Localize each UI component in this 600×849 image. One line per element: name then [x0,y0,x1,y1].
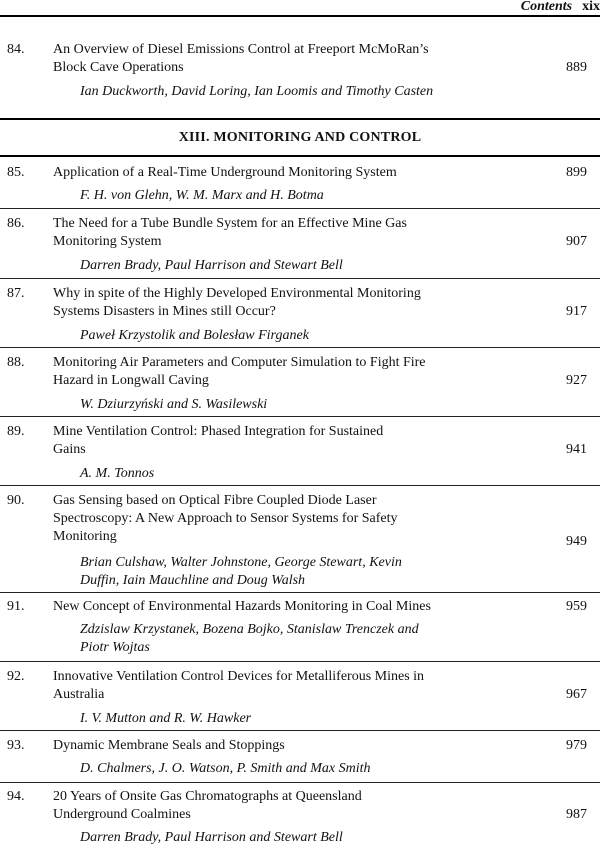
section-rule-bottom [0,155,600,157]
entry-authors [80,554,532,590]
entry-author-line: A. M. Tonnos [80,466,155,481]
entry-page: 907 [566,234,587,249]
entry-separator [0,592,600,593]
entry-title-line: Gains [53,442,86,457]
entry-author-line: Piotr Wojtas [80,640,150,655]
entry-number: 89. [7,424,25,439]
entry-authors [80,621,532,657]
entry-title [53,492,535,546]
entry-title-line: Spectroscopy: A New Approach to Sensor Systems for Safety [53,511,398,526]
entry-author-line: F. H. von Glehn, W. M. Marx and H. Botma [80,188,324,203]
entry-author-line: D. Chalmers, J. O. Watson, P. Smith and Max Smith [80,761,371,776]
entry-separator [0,416,600,417]
entry-title [53,788,535,824]
entry-separator [0,208,600,209]
entry-title-line: Innovative Ventilation Control Devices for Metalliferous Mines in [53,669,425,684]
entry-title-line: An Overview of Diesel Emissions Control at Freeport McMoRan’s [53,42,429,57]
entry-page: 967 [566,687,587,702]
entry-page: 987 [566,807,587,822]
entry-page: 917 [566,304,587,319]
entry-authors [80,760,532,778]
entry-author-line: I. V. Mutton and R. W. Hawker [80,711,252,726]
entry-page: 959 [566,599,587,614]
entry-page: 927 [566,373,587,388]
entry-separator [0,661,600,662]
entry-author-line: Duffin, Iain Mauchline and Doug Walsh [80,573,306,588]
entry-author-line: Ian Duckworth, David Loring, Ian Loomis and Timothy Casten [80,84,434,99]
entry-page: 979 [566,738,587,753]
entry-number: 88. [7,355,25,370]
entry-number: 94. [7,789,25,804]
entry-title-line: Monitoring System [53,234,162,249]
entry-number: 93. [7,738,25,753]
entry-authors [80,327,532,345]
entry-title-line: Dynamic Membrane Seals and Stoppings [53,738,285,753]
entry-separator [0,278,600,279]
entry-title-line: Australia [53,687,105,702]
entry-separator [0,485,600,486]
entry-number: 84. [7,42,25,57]
running-head-label: Contents [520,0,573,14]
entry-title-line: Gas Sensing based on Optical Fibre Coupled Diode Laser [53,493,377,508]
entry-title-line: Monitoring Air Parameters and Computer Simulation to Fight Fire [53,355,426,370]
entry-title-line: Systems Disasters in Mines still Occur? [53,304,276,319]
entry-title-line: 20 Years of Onsite Gas Chromatographs at Queensland [53,789,362,804]
entry-authors [80,710,532,728]
entry-number: 87. [7,286,25,301]
entry-page: 949 [566,534,587,549]
entry-author-line: Zdzislaw Krzystanek, Bozena Bojko, Stanislaw Trenczek and [80,622,419,637]
entry-page: 899 [566,165,587,180]
running-head-page-number: xix [582,0,600,14]
entry-number: 90. [7,493,25,508]
entry-title [53,598,535,616]
entry-title-line: Block Cave Operations [53,60,184,75]
entry-title [53,285,535,321]
entry-authors [80,396,532,414]
entry-number: 91. [7,599,25,614]
entry-authors [80,465,532,483]
entry-number: 86. [7,216,25,231]
section-rule-top [0,118,600,120]
entry-author-line: Brian Culshaw, Walter Johnstone, George Stewart, Kevin [80,555,402,570]
entry-author-line: Paweł Krzystolik and Bolesław Firganek [80,328,309,343]
entry-title [53,354,535,390]
entry-title-line: Hazard in Longwall Caving [53,373,209,388]
entry-authors [80,257,532,275]
entry-separator [0,730,600,731]
entry-title-line: New Concept of Environmental Hazards Monitoring in Coal Mines [53,599,431,614]
entry-page: 889 [566,60,587,75]
entry-number: 85. [7,165,25,180]
entry-title [53,215,535,251]
section-heading: XIII. MONITORING AND CONTROL [178,130,422,145]
entry-separator [0,347,600,348]
header-rule [0,15,600,17]
entry-title-line: Mine Ventilation Control: Phased Integration for Sustained [53,424,384,439]
entry-title-line: Underground Coalmines [53,807,191,822]
entry-title-line: Application of a Real-Time Underground Monitoring System [53,165,397,180]
entry-authors [80,187,532,205]
running-head [521,0,600,14]
entry-title [53,423,535,459]
entry-number: 92. [7,669,25,684]
entry-page: 941 [566,442,587,457]
entry-title [53,668,535,704]
entry-title-line: Why in spite of the Highly Developed Environmental Monitoring [53,286,421,301]
entry-separator [0,782,600,783]
entry-title-line: The Need for a Tube Bundle System for an Effective Mine Gas [53,216,407,231]
entry-author-line: Darren Brady, Paul Harrison and Stewart Bell [80,258,343,273]
entry-author-line: Darren Brady, Paul Harrison and Stewart Bell [80,830,343,845]
entry-author-line: W. Dziurzyński and S. Wasilewski [80,397,268,412]
entry-authors [80,829,532,847]
entry-title [53,41,535,77]
entry-title-line: Monitoring [53,529,117,544]
entry-authors [80,83,532,101]
entry-title [53,164,535,182]
entry-title [53,737,535,755]
